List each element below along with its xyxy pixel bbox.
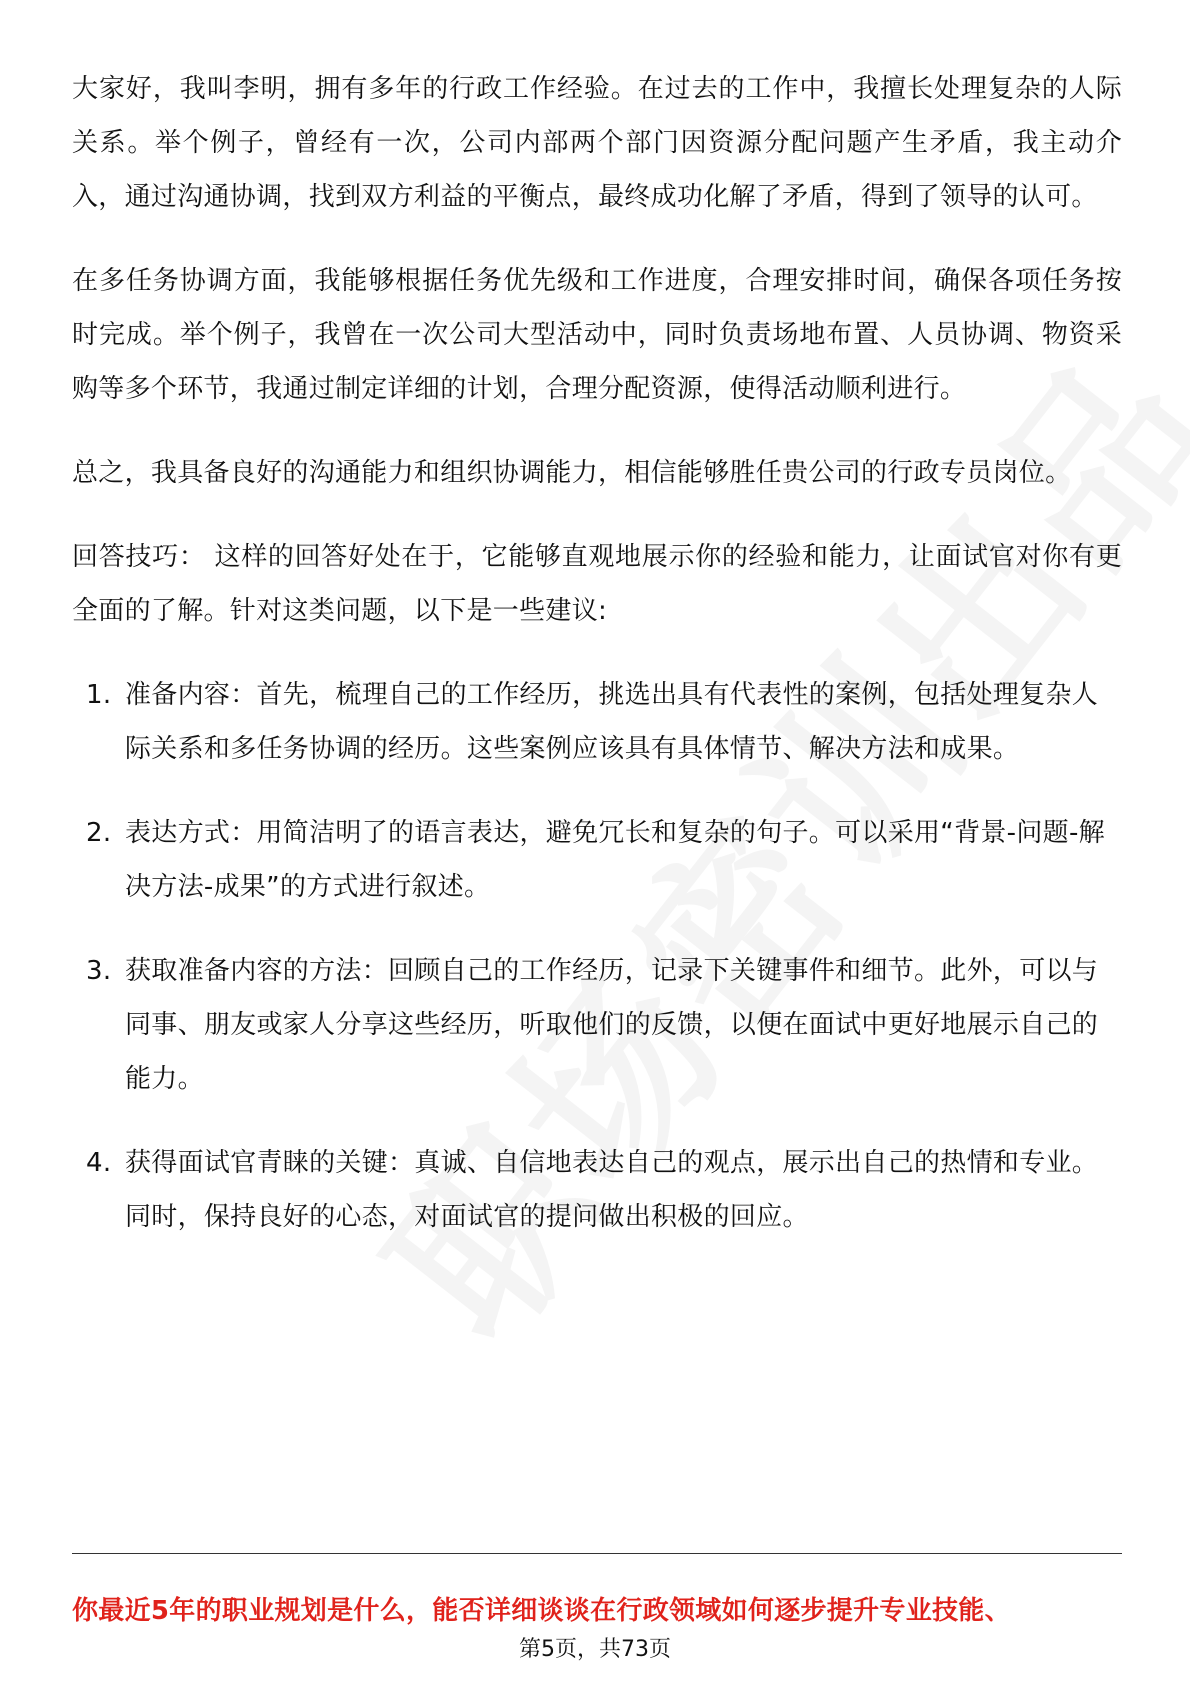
list-item bbox=[72, 1136, 1122, 1244]
list-item-number: 1. bbox=[86, 680, 112, 710]
list-item bbox=[72, 944, 1122, 1106]
list-item-text: 获取准备内容的方法：回顾自己的工作经历，记录下关键事件和细节。此外，可以与同事、朋友或家人分享这些经历，听取他们的反馈，以便在面试中更好地展示自己的能力。 bbox=[125, 956, 1099, 1094]
list-item-text: 获得面试官青睐的关键：真诚、自信地表达自己的观点，展示出自己的热情和专业。同时，保持良好的心态，对面试官的提问做出积极的回应。 bbox=[125, 1148, 1099, 1232]
paragraph-summary: 总之，我具备良好的沟通能力和组织协调能力，相信能够胜任贵公司的行政专员岗位。 bbox=[72, 458, 1072, 488]
tips-list bbox=[72, 668, 1122, 1244]
list-item-text: 准备内容：首先，梳理自己的工作经历，挑选出具有代表性的案例，包括处理复杂人际关系和多任务协调的经历。这些案例应该具有具体情节、解决方法和成果。 bbox=[125, 680, 1099, 764]
next-question-heading: 你最近5年的职业规划是什么，能否详细谈谈在行政领域如何逐步提升专业技能、 bbox=[72, 1596, 1011, 1626]
section-divider bbox=[72, 1553, 1122, 1554]
list-item bbox=[72, 668, 1122, 776]
page-content bbox=[72, 62, 1122, 1274]
list-item-number: 2. bbox=[86, 818, 112, 848]
page-number-footer: 第5页，共73页 bbox=[519, 1637, 671, 1662]
list-item-text: 表达方式：用简洁明了的语言表达，避免冗长和复杂的句子。可以采用“背景-问题-解决方法-成果”的方式进行叙述。 bbox=[125, 818, 1105, 902]
list-item-number: 4. bbox=[86, 1148, 112, 1178]
paragraph-answer-tips: 回答技巧： 这样的回答好处在于，它能够直观地展示你的经验和能力，让面试官对你有更全面的了解。针对这类问题，以下是一些建议: bbox=[72, 542, 1122, 626]
paragraph-intro: 大家好，我叫李明，拥有多年的行政工作经验。在过去的工作中，我擅长处理复杂的人际关系。举个例子，曾经有一次，公司内部两个部门因资源分配问题产生矛盾，我主动介入，通过沟通协调，找到双方利益的平衡点，最终成功化解了矛盾，得到了领导的认可。 bbox=[72, 74, 1122, 212]
list-item-number: 3. bbox=[86, 956, 112, 986]
list-item bbox=[72, 806, 1122, 914]
paragraph-multitask: 在多任务协调方面，我能够根据任务优先级和工作进度，合理安排时间，确保各项任务按时完成。举个例子，我曾在一次公司大型活动中，同时负责场地布置、人员协调、物资采购等多个环节，我通过制定详细的计划，合理分配资源，使得活动顺利进行。 bbox=[72, 266, 1122, 404]
